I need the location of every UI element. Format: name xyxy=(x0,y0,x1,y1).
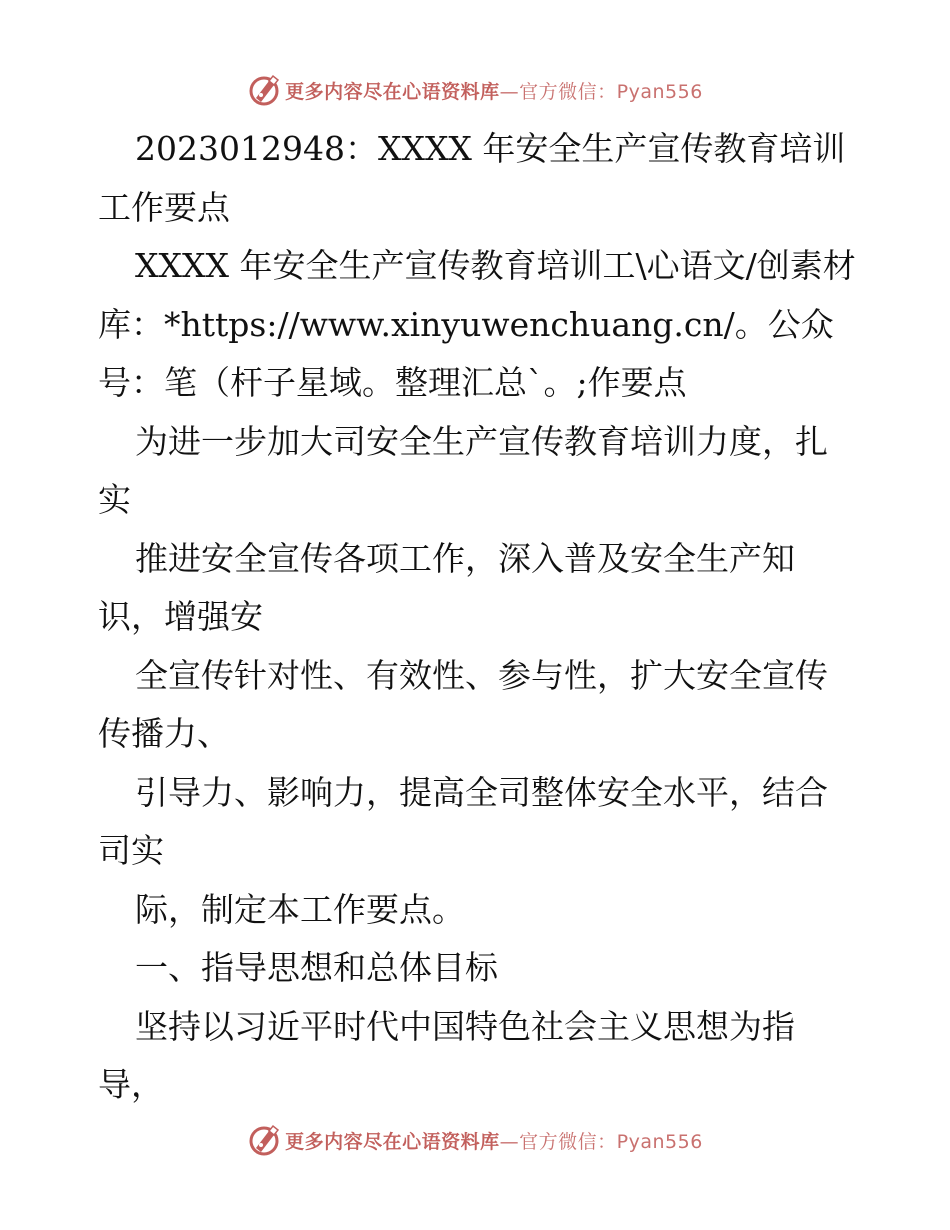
paragraph: 际，制定本工作要点。 xyxy=(135,889,465,929)
watermark-text xyxy=(285,77,703,104)
paragraph: 坚持以习近平时代中国特色社会主义思想为指导， xyxy=(98,1006,795,1104)
watermark-brand: 更多内容尽在心语资料库 xyxy=(285,80,500,103)
paragraph: 全宣传针对性、有效性、参与性，扩大安全宣传传播力、 xyxy=(98,655,828,753)
document-title: 2023012948：XXXX 年安全生产宣传教育培训工作要点 xyxy=(98,129,846,227)
watermark-text xyxy=(285,1127,703,1154)
header-watermark-banner xyxy=(0,70,950,110)
paragraph: XXXX 年安全生产宣传教育培训工\心语文/创素材库：*https://www.xinyuwenchuang.cn/。公众号：笔（杆子星域。整理汇总`。;作要点 xyxy=(98,246,856,402)
section-heading: 一、指导思想和总体目标 xyxy=(135,948,498,987)
watermark-dash: — xyxy=(499,1130,520,1153)
paragraph: 引导力、影响力，提高全司整体安全水平，结合司实 xyxy=(98,772,828,870)
document-body xyxy=(98,120,858,1115)
watermark-brand: 更多内容尽在心语资料库 xyxy=(285,1130,500,1153)
paragraph: 为进一步加大司安全生产宣传教育培训力度，扎实 xyxy=(98,421,828,519)
pen-nib-logo-icon xyxy=(247,1123,281,1157)
watermark-dash: — xyxy=(499,80,520,103)
watermark-contact: 官方微信：Pyan556 xyxy=(519,1130,703,1153)
footer-watermark-banner xyxy=(0,1120,950,1160)
paragraph: 推进安全宣传各项工作，深入普及安全生产知识，增强安 xyxy=(98,538,795,636)
pen-nib-logo-icon xyxy=(247,73,281,107)
watermark-contact: 官方微信：Pyan556 xyxy=(519,80,703,103)
